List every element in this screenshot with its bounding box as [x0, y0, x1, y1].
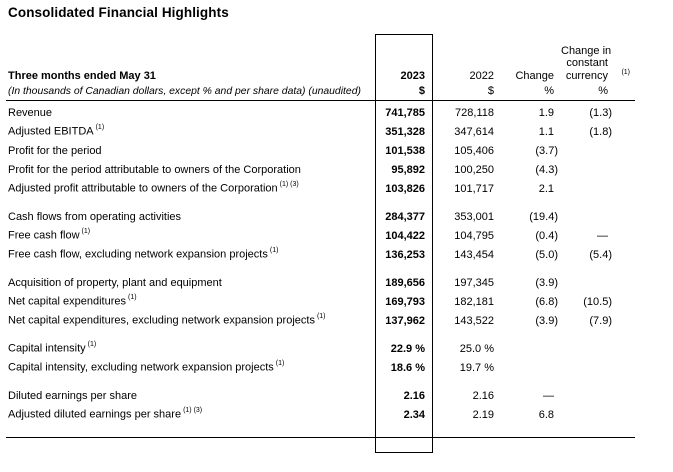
table-note	[6, 82, 377, 100]
value-constant-currency-cell	[561, 339, 635, 358]
section-spacer	[6, 264, 635, 273]
metric-label-cell	[6, 311, 377, 330]
value-2022: 100,250	[454, 163, 494, 176]
metric-label-cell	[6, 273, 377, 292]
section-spacer	[6, 377, 635, 386]
value-2022: 2.19	[472, 408, 494, 421]
value-2022-cell	[433, 292, 497, 311]
value-2023-cell	[377, 273, 433, 292]
value-change: 1.1	[538, 125, 554, 138]
constant-currency-line3: currency	[565, 69, 608, 82]
value-change: 2.1	[538, 182, 554, 195]
value-2022-cell	[433, 273, 497, 292]
page-title: Consolidated Financial Highlights	[8, 5, 229, 20]
metric-label: Diluted earnings per share	[8, 389, 138, 402]
value-constant-currency-cell	[561, 179, 635, 198]
value-2023: 103,826	[385, 182, 425, 195]
table-row	[6, 292, 635, 311]
value-change-cell	[497, 122, 561, 141]
metric-footnote: (1) (3)	[183, 407, 203, 415]
table-row	[6, 103, 635, 122]
value-2023: 169,793	[385, 295, 425, 308]
value-constant-currency: (1.3)	[589, 106, 612, 119]
metric-label: Net capital expenditures, excluding network expansion projects	[8, 314, 315, 327]
metric-footnote: (1)	[87, 341, 97, 349]
value-2022-cell	[433, 207, 497, 226]
value-change-cell	[497, 339, 561, 358]
metric-footnote: (1)	[275, 360, 285, 368]
metric-label: Capital intensity	[8, 342, 86, 355]
table-row	[6, 160, 635, 179]
value-change-cell	[497, 245, 561, 264]
metric-label-cell	[6, 141, 377, 160]
value-2022: 728,118	[455, 106, 494, 119]
value-2023-cell	[377, 386, 433, 405]
value-constant-currency-cell	[561, 292, 635, 311]
value-change: (6.8)	[535, 295, 558, 308]
period-heading-label: Three months ended May 31	[8, 70, 156, 82]
metric-label-cell	[6, 358, 377, 377]
value-2023: 101,538	[385, 144, 425, 157]
metric-label: Cash flows from operating activities	[8, 210, 182, 223]
value-constant-currency: (5.4)	[589, 248, 612, 261]
value-2023: 95,892	[391, 163, 425, 176]
value-constant-currency: (1.8)	[589, 125, 612, 138]
metric-label: Adjusted profit attributable to owners of the Corporation	[8, 182, 278, 195]
table-footer	[6, 424, 635, 437]
column-header-constant-currency	[561, 34, 635, 82]
value-constant-currency-cell	[561, 122, 635, 141]
table-row	[6, 141, 635, 160]
value-constant-currency-cell	[561, 245, 635, 264]
value-constant-currency-cell	[561, 386, 635, 405]
metric-footnote: (1)	[269, 247, 279, 255]
metric-label: Net capital expenditures	[8, 295, 127, 308]
value-2023: 2.16	[403, 389, 425, 402]
table-row	[6, 405, 635, 424]
column-header-change: Change	[515, 70, 554, 82]
constant-currency-line2: constant	[566, 57, 608, 69]
table-note-text: (In thousands of Canadian dollars, except % and per share data) (unaudited)	[8, 85, 361, 97]
value-2023-cell	[377, 226, 433, 245]
value-change: (5.0)	[535, 248, 558, 261]
metric-label-cell	[6, 103, 377, 122]
value-2023-cell	[377, 141, 433, 160]
value-2023: 22.9 %	[390, 342, 425, 355]
value-2023: 137,962	[385, 314, 425, 327]
metric-label: Capital intensity, excluding network expansion projects	[8, 361, 274, 374]
value-2023: 136,253	[385, 248, 425, 261]
unit-constant-currency: %	[561, 82, 635, 100]
table-row	[6, 311, 635, 330]
column-header-2022: 2022	[469, 70, 494, 82]
value-2023-cell	[377, 160, 433, 179]
metric-footnote: (1) (3)	[279, 181, 299, 189]
value-change: 6.8	[538, 408, 554, 421]
section-spacer	[6, 330, 635, 339]
header-row-units	[6, 82, 635, 100]
metric-label: Free cash flow	[8, 229, 80, 242]
value-2023: 189,656	[385, 276, 425, 289]
metric-label-cell	[6, 386, 377, 405]
period-heading	[6, 34, 377, 82]
value-change: —	[543, 389, 554, 402]
header-row-titles	[6, 34, 635, 82]
column-header-2023: 2023	[400, 70, 425, 82]
metric-footnote: (1)	[128, 294, 137, 302]
value-2022-cell	[433, 179, 497, 198]
value-2023-cell	[377, 339, 433, 358]
metric-label-cell	[6, 405, 377, 424]
value-2023-cell	[377, 311, 433, 330]
value-2023-cell	[377, 405, 433, 424]
value-change: (3.9)	[535, 314, 558, 327]
bottom-rule-row	[6, 424, 635, 437]
value-2023-cell	[377, 179, 433, 198]
value-change: 1.9	[538, 106, 554, 119]
value-constant-currency: (7.9)	[589, 314, 612, 327]
table-row	[6, 245, 635, 264]
metric-footnote: (1)	[316, 313, 326, 321]
metric-label: Adjusted diluted earnings per share	[8, 408, 182, 421]
value-2022: 105,406	[454, 144, 494, 157]
value-2022-cell	[433, 141, 497, 160]
value-2022-cell	[433, 245, 497, 264]
value-2022-cell	[433, 386, 497, 405]
unit-2023: $	[377, 82, 433, 100]
metric-label: Revenue	[8, 106, 53, 119]
value-2023: 741,785	[385, 106, 425, 119]
value-2022: 2.16	[472, 389, 494, 402]
table-row	[6, 207, 635, 226]
metric-label-cell	[6, 207, 377, 226]
table-body	[6, 100, 635, 424]
value-change-cell	[497, 141, 561, 160]
value-2022: 143,454	[454, 248, 494, 261]
value-2022: 143,522	[454, 314, 494, 327]
metric-label-cell	[6, 226, 377, 245]
metric-label: Free cash flow, excluding network expansion projects	[8, 248, 268, 261]
value-change: (3.7)	[535, 144, 558, 157]
value-change-cell	[497, 226, 561, 245]
metric-footnote: (1)	[95, 124, 105, 132]
value-2023-cell	[377, 245, 433, 264]
value-constant-currency-cell	[561, 207, 635, 226]
table-header	[6, 34, 635, 100]
value-constant-currency-cell	[561, 160, 635, 179]
metric-footnote: (1)	[81, 228, 91, 236]
value-2022-cell	[433, 311, 497, 330]
financial-highlights-table	[6, 34, 635, 438]
table-row	[6, 386, 635, 405]
value-2022: 347,614	[454, 125, 494, 138]
value-change: (19.4)	[529, 210, 558, 223]
value-change-cell	[497, 311, 561, 330]
metric-label-cell	[6, 339, 377, 358]
value-2022: 104,795	[454, 229, 494, 242]
metric-label: Adjusted EBITDA	[8, 125, 94, 138]
value-change-cell	[497, 358, 561, 377]
metric-label-cell	[6, 160, 377, 179]
value-2022: 182,181	[454, 295, 494, 308]
value-2023: 284,377	[385, 210, 425, 223]
constant-currency-line1: Change in	[561, 44, 612, 57]
value-change-cell	[497, 160, 561, 179]
value-change-cell	[497, 405, 561, 424]
value-2022-cell	[433, 405, 497, 424]
value-2022-cell	[433, 122, 497, 141]
value-change-cell	[497, 179, 561, 198]
value-change: (4.3)	[535, 163, 558, 176]
value-constant-currency-cell	[561, 358, 635, 377]
metric-label-cell	[6, 245, 377, 264]
table-row	[6, 273, 635, 292]
value-constant-currency: —	[597, 229, 608, 242]
metric-label: Profit for the period	[8, 144, 102, 157]
value-2023-cell	[377, 103, 433, 122]
metric-label: Acquisition of property, plant and equipment	[8, 276, 222, 289]
metric-label-cell	[6, 179, 377, 198]
value-2023: 351,328	[385, 125, 425, 138]
value-2023: 18.6 %	[390, 361, 425, 374]
table-row	[6, 179, 635, 198]
value-2022-cell	[433, 103, 497, 122]
value-2023-cell	[377, 207, 433, 226]
value-constant-currency-cell	[561, 141, 635, 160]
value-2023-cell	[377, 292, 433, 311]
metric-label: Profit for the period attributable to owners of the Corporation	[8, 163, 301, 176]
value-change: (3.9)	[535, 276, 558, 289]
value-constant-currency-cell	[561, 311, 635, 330]
value-2022: 353,001	[454, 210, 494, 223]
unit-change: %	[497, 82, 561, 100]
table-row	[6, 339, 635, 358]
value-2022-cell	[433, 358, 497, 377]
constant-currency-footnote: (1)	[621, 69, 630, 76]
value-change-cell	[497, 386, 561, 405]
value-2023: 2.34	[403, 408, 425, 421]
value-change-cell	[497, 103, 561, 122]
value-2022: 197,345	[454, 276, 494, 289]
value-2022-cell	[433, 226, 497, 245]
table-row	[6, 226, 635, 245]
table-row	[6, 122, 635, 141]
value-2022: 101,717	[454, 182, 494, 195]
value-constant-currency-cell	[561, 405, 635, 424]
metric-label-cell	[6, 122, 377, 141]
value-2023: 104,422	[385, 229, 425, 242]
value-change-cell	[497, 292, 561, 311]
value-2022: 19.7 %	[459, 361, 494, 374]
value-change: (0.4)	[535, 229, 558, 242]
value-constant-currency-cell	[561, 103, 635, 122]
value-constant-currency-cell	[561, 273, 635, 292]
value-2023-cell	[377, 122, 433, 141]
value-change-cell	[497, 207, 561, 226]
table-row	[6, 358, 635, 377]
value-2023-cell	[377, 358, 433, 377]
value-change-cell	[497, 273, 561, 292]
value-2022: 25.0 %	[459, 342, 494, 355]
value-constant-currency: (10.5)	[583, 295, 612, 308]
value-constant-currency-cell	[561, 226, 635, 245]
value-2022-cell	[433, 160, 497, 179]
value-2022-cell	[433, 339, 497, 358]
section-spacer	[6, 198, 635, 207]
unit-2022: $	[433, 82, 497, 100]
metric-label-cell	[6, 292, 377, 311]
